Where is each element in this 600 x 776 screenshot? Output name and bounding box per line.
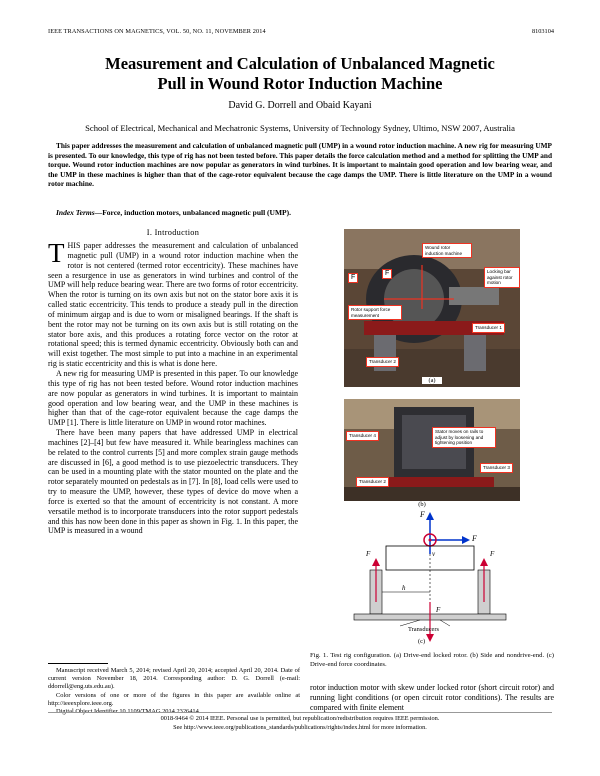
section-heading: I. Introduction — [146, 228, 200, 237]
label-force-sum: F — [436, 606, 441, 614]
label-v: v — [432, 550, 436, 558]
paragraph-1-text: HIS paper addresses the measurement and calculation of unbalanced magnetic pull (UMP) in a wound rotor induction machine when the rotor is not centered (termed rotor eccentricity). These machines have seen a resurgence in use as generators in wind turbines and control of the UMP will help reduce bearing wear. There are two forms of rotor eccentricity. When the rotor is turning on its own axis but not on the stator bore axis it is called static eccentricity. This tends to produce a steady pull in the direction of minimum airgap and is due to worn or misaligned bearings. If the shaft is bent the rotor may not be turning on its own axis but is still rotating on the stator bore axis, and this produces a rotating force vector on the rotor at rotational speed; this is termed dynamic eccentricity. Obviously both can and will exist together. The most simple to put into a machine in an experimental rig is static eccentricity and this is what is done here. — [48, 241, 298, 369]
label-transducer-2b: Transducer 2 — [356, 477, 389, 487]
label-stator-rails: Stator moves on rails to adjust by loosening and tightening position — [432, 427, 496, 448]
dropcap: T — [48, 238, 65, 268]
copyright-line-2: See http://www.ieee.org/publications_standards/publications/rights/index.html for more information. — [173, 723, 427, 731]
label-h: h — [402, 584, 406, 592]
label-fz: F — [348, 273, 358, 283]
label-transducer-2: Transducer 2 — [366, 357, 399, 367]
paragraph-3: There have been many papers that have addressed UMP in electrical machines [2]–[4] but few have measured it. While bearingless machines can be related to the control currents [5] and more complex strain gauge methods are discussed in [6], a good method is to use piezoelectric transducers. They can be used in a mounting plate with the stator mounted on the plate and the rotor separately mounted on pedestals as in [7]. In [8], load cells were used to try to measure the UMP, however, these types of device do move when a force is exerted so that the amount of eccentricity is not constant. A more versatile method is to incorporate transducers into the rotor support pedestals and this has now been done in this paper as shown in Fig. 1. In this paper, the UMP is measured in a wound — [48, 428, 298, 536]
running-head: IEEE TRANSACTIONS ON MAGNETICS, VOL. 50, NO. 11, NOVEMBER 2014 — [48, 28, 266, 35]
footnote-color: Color versions of one or more of the figures in this paper are available online at http://ieeexplore.ieee.org. — [48, 691, 300, 707]
figure-label-c: (c) — [418, 638, 426, 645]
paragraph-2: A new rig for measuring UMP is presented in this paper. To our knowledge this type of rig has not been tested before. Wound rotor induction machines are now popular as generators in wind turbines. It is important to maintain good operation and low bearing wear, and the UMP in these machines is higher than that of the cage-rotor equivalent because the cage damps the UMP [1]. There is little literature on UMP in wound rotor machines. — [48, 368, 298, 428]
label-wound-rotor: Wound rotor induction machine — [422, 243, 472, 258]
title-line-1: Measurement and Calculation of Unbalanced Magnetic — [105, 54, 495, 73]
paragraph-1 — [48, 238, 298, 369]
label-f1: F — [382, 269, 392, 279]
copyright-footer — [48, 715, 552, 732]
index-terms-label: Index Terms — [56, 208, 95, 217]
footnote-doi: Digital Object Identifier 10.1109/TMAG.2014.2326414 — [56, 708, 199, 716]
figure-diagram-c — [340, 510, 520, 650]
figure-photo-b — [344, 399, 520, 501]
body-column-left — [48, 238, 298, 536]
label-transducer-3: Transducer 3 — [480, 463, 513, 473]
page-number: 8103104 — [531, 28, 554, 35]
index-terms-list: —Force, induction motors, unbalanced magnetic pull (UMP). — [94, 208, 292, 217]
label-fy: F — [420, 510, 425, 519]
copyright-line-1: 0018-9464 © 2014 IEEE. Personal use is permitted, but republication/redistribution requires IEEE permission. — [160, 715, 440, 722]
body-column-right: rotor induction motor with skew under locked rotor (short circuit rotor) and running light conditions (or open circuit rotor conditions). The results are compared with finite element — [310, 683, 554, 712]
paper-title — [60, 54, 540, 94]
title-line-2: Pull in Wound Rotor Induction Machine — [157, 74, 443, 93]
label-fy1: F — [366, 550, 371, 558]
figure-caption: Fig. 1. Test rig configuration. (a) Drive-end locked rotor. (b) Side and nondrive-end. (c) Drive-end force coordinates. — [310, 652, 554, 668]
label-locking-bar: Locking bar against rotor motion — [484, 267, 520, 288]
footnotes — [48, 667, 300, 716]
figure-label-b: (b) — [418, 501, 426, 508]
label-fy2: F — [490, 550, 495, 558]
affiliation: School of Electrical, Mechanical and Mechatronic Systems, University of Technology Sydney, Ultimo, NSW 2007, Australia — [85, 123, 515, 133]
footnote-manuscript: Manuscript received March 5, 2014; revised April 20, 2014; accepted April 20, 2014. Date of current version November 18, 2014. Corresponding author: D. G. Dorrell (e-mail: ddorrell@eng.uts.edu.au). — [48, 667, 300, 691]
label-rotor-support: Rotor support force measurement — [348, 305, 402, 320]
footer-rule — [48, 712, 552, 713]
label-fx: F — [472, 534, 477, 543]
label-transducer-4: Transducer 4 — [346, 431, 379, 441]
index-terms — [56, 208, 552, 217]
label-transducers: Transducers — [408, 626, 440, 633]
footnote-rule — [48, 663, 108, 664]
figure-photo-a — [344, 229, 520, 387]
label-transducer-1: Transducer 1 — [472, 323, 505, 333]
authors: David G. Dorrell and Obaid Kayani — [228, 100, 372, 111]
abstract: This paper addresses the measurement and calculation of unbalanced magnetic pull (UMP) in a wound rotor induction machine. A new rig for measuring UMP is presented. To our knowledge, this type of rig has not been tested before. This paper details the force calculation method and a method for splitting the UMP and torque. Wound rotor induction machines are now popular as generators in wind turbines. It is important to maintain good operation and low bearing wear, and the UMP in these machines is higher than that of the cage-rotor equivalent because the cage damps the UMP. There is little literature on the UMP in a wound rotor machine. — [48, 141, 552, 189]
figure-label-a: (a) — [422, 377, 442, 384]
